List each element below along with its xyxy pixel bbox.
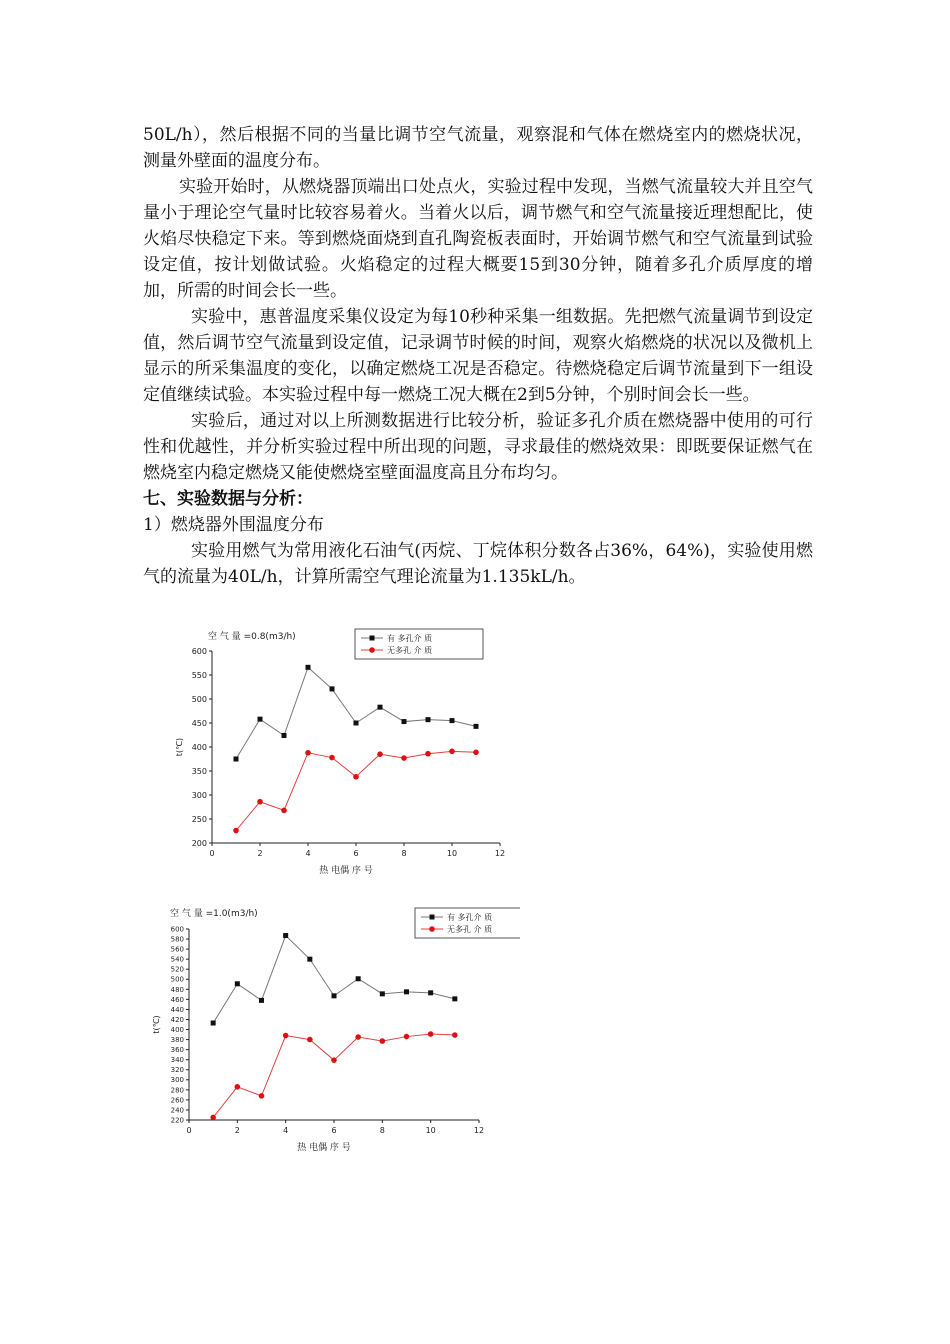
data-point-2	[353, 774, 359, 780]
data-point-1	[211, 1020, 216, 1025]
x-tick-label: 8	[379, 1126, 385, 1135]
legend-marker-2	[369, 647, 375, 653]
y-tick-label: 250	[191, 814, 207, 824]
data-point-2	[404, 1034, 410, 1040]
x-tick-label: 0	[209, 849, 215, 858]
legend-label-1: 有 多孔介 质	[387, 634, 433, 643]
x-tick-label: 2	[234, 1126, 240, 1135]
y-axis-label: t(℃)	[175, 737, 184, 757]
x-tick-label: 4	[283, 1126, 289, 1135]
data-point-1	[235, 981, 240, 986]
data-point-1	[283, 933, 288, 938]
data-point-2	[283, 1033, 289, 1039]
x-axis-label: 热 电偶 序 号	[319, 866, 373, 876]
legend-label-1: 有 多孔介 质	[447, 913, 493, 922]
y-tick-label: 600	[191, 646, 207, 656]
chart-title: 空 气 量 =1.0(m3/h)	[170, 909, 258, 919]
legend-marker-2	[429, 926, 435, 932]
y-tick-label: 350	[191, 766, 207, 776]
data-point-2	[259, 1093, 265, 1099]
data-point-2	[355, 1034, 361, 1040]
data-point-2	[257, 799, 263, 805]
y-tick-label: 550	[191, 670, 207, 680]
series-line-2	[236, 751, 476, 830]
legend-marker-1	[430, 915, 435, 920]
data-point-1	[258, 717, 263, 722]
y-tick-label: 220	[170, 1116, 184, 1125]
paragraph-ignition: 实验开始时，从燃烧器顶端出口处点火，实验过程中发现，当燃气流量较大并且空气量小于理论空气量时比较容易着火。当着火以后，调节燃气和空气流量接近理想配比，使火焰尽快稳定下来。等到燃烧面烧到直孔陶瓷板表面时，开始调节燃气和空气流量到试验设定值，按计划做试验。火焰稳定的过程大概要15到30分钟，随着多孔介质厚度的增加，所需的时间会长一些。	[143, 177, 813, 301]
data-point-1	[234, 757, 239, 762]
legend-label-2: 无多孔 介 质	[387, 646, 433, 655]
data-point-2	[281, 808, 287, 814]
data-point-2	[473, 749, 479, 755]
data-point-1	[306, 665, 311, 670]
legend-label-2: 无多孔 介 质	[447, 925, 493, 934]
x-tick-label: 0	[186, 1126, 192, 1135]
data-point-1	[428, 990, 433, 995]
y-tick-label: 420	[170, 1015, 184, 1024]
data-point-2	[377, 751, 383, 757]
data-point-1	[307, 957, 312, 962]
data-point-2	[428, 1031, 434, 1037]
data-point-2	[452, 1032, 458, 1038]
series-line-1	[213, 936, 455, 1023]
y-tick-label: 450	[191, 718, 207, 728]
data-point-1	[282, 733, 287, 738]
body-text	[143, 122, 813, 590]
paragraph-analysis: 实验后，通过对以上所测数据进行比较分析，验证多孔介质在燃烧器中使用的可行性和优越性，并分析实验过程中所出现的问题，寻求最佳的燃烧效果：即既要保证燃气在燃烧室内稳定燃烧又能使燃烧室壁面温度高且分布均匀。	[143, 411, 813, 483]
x-tick-label: 2	[257, 849, 263, 858]
data-point-2	[449, 749, 455, 755]
y-tick-label: 300	[170, 1076, 184, 1085]
y-tick-label: 440	[170, 1005, 184, 1014]
data-point-1	[380, 991, 385, 996]
y-tick-label: 300	[191, 790, 207, 800]
legend-marker-1	[370, 636, 375, 641]
x-tick-label: 6	[353, 849, 359, 858]
y-tick-label: 400	[170, 1025, 184, 1034]
chart-air-0.8	[170, 625, 530, 885]
data-point-1	[332, 993, 337, 998]
x-tick-label: 4	[305, 849, 311, 858]
data-point-2	[331, 1057, 337, 1063]
chart-1-svg	[140, 902, 520, 1162]
data-point-1	[404, 989, 409, 994]
data-point-2	[329, 755, 335, 761]
x-tick-label: 12	[473, 1126, 485, 1135]
data-point-1	[356, 976, 361, 981]
data-point-1	[450, 718, 455, 723]
data-point-2	[425, 751, 431, 757]
y-tick-label: 200	[191, 838, 207, 848]
data-point-1	[426, 717, 431, 722]
section-heading: 七、实验数据与分析：	[143, 489, 313, 509]
y-tick-label: 520	[170, 965, 184, 974]
subsection-title: 1）燃烧器外围温度分布	[143, 515, 324, 535]
y-tick-label: 600	[170, 925, 184, 934]
y-tick-label: 340	[170, 1056, 184, 1065]
chart-0-svg	[170, 625, 530, 885]
y-tick-label: 360	[170, 1046, 184, 1055]
y-tick-label: 380	[170, 1036, 184, 1045]
y-axis-label: t(℃)	[152, 1015, 161, 1034]
series-line-2	[213, 1034, 455, 1117]
data-point-2	[210, 1115, 216, 1121]
y-tick-label: 260	[170, 1096, 184, 1105]
data-point-2	[233, 828, 239, 834]
data-point-2	[380, 1038, 386, 1044]
data-point-1	[330, 686, 335, 691]
y-tick-label: 240	[170, 1106, 184, 1115]
y-tick-label: 480	[170, 985, 184, 994]
y-tick-label: 460	[170, 995, 184, 1004]
data-point-2	[401, 755, 407, 761]
y-tick-label: 280	[170, 1086, 184, 1095]
data-point-2	[235, 1084, 241, 1090]
data-point-1	[474, 724, 479, 729]
y-tick-label: 500	[170, 975, 184, 984]
x-tick-label: 8	[401, 849, 407, 858]
x-tick-label: 12	[494, 849, 506, 858]
data-point-2	[307, 1037, 313, 1043]
data-point-1	[402, 719, 407, 724]
y-tick-label: 320	[170, 1066, 184, 1075]
x-tick-label: 10	[425, 1126, 436, 1135]
paragraph-data-collection: 实验中，惠普温度采集仪设定为每10秒种采集一组数据。先把燃气流量调节到设定值，然后调节空气流量到设定值，记录调节时候的时间，观察火焰燃烧的状况以及微机上显示的所采集温度的变化，以确定燃烧工况是否稳定。待燃烧稳定后调节流量到下一组设定值继续试验。本实验过程中每一燃烧工况大概在2到5分钟，个别时间会长一些。	[143, 307, 813, 405]
y-tick-label: 580	[170, 935, 184, 944]
data-point-2	[305, 750, 311, 756]
x-tick-label: 6	[331, 1126, 337, 1135]
series-line-1	[236, 667, 476, 759]
y-tick-label: 500	[191, 694, 207, 704]
y-tick-label: 560	[170, 945, 184, 954]
paragraph-continuation: 50L/h），然后根据不同的当量比调节空气流量，观察混和气体在燃烧室内的燃烧状况，测量外壁面的温度分布。	[143, 125, 813, 171]
y-tick-label: 540	[170, 955, 184, 964]
data-point-1	[354, 721, 359, 726]
x-axis-label: 热 电偶 序 号	[297, 1143, 351, 1153]
paragraph-gas: 实验用燃气为常用液化石油气(丙烷、丁烷体积分数各占36%，64%)，实验使用燃气的流量为40L/h，计算所需空气理论流量为1.135kL/h。	[143, 541, 813, 587]
chart-air-1.0	[140, 902, 520, 1162]
x-tick-label: 10	[446, 849, 458, 858]
data-point-1	[259, 998, 264, 1003]
chart-title: 空 气 量 =0.8(m3/h)	[208, 632, 296, 642]
data-point-1	[452, 996, 457, 1001]
y-tick-label: 400	[191, 742, 207, 752]
data-point-1	[378, 705, 383, 710]
